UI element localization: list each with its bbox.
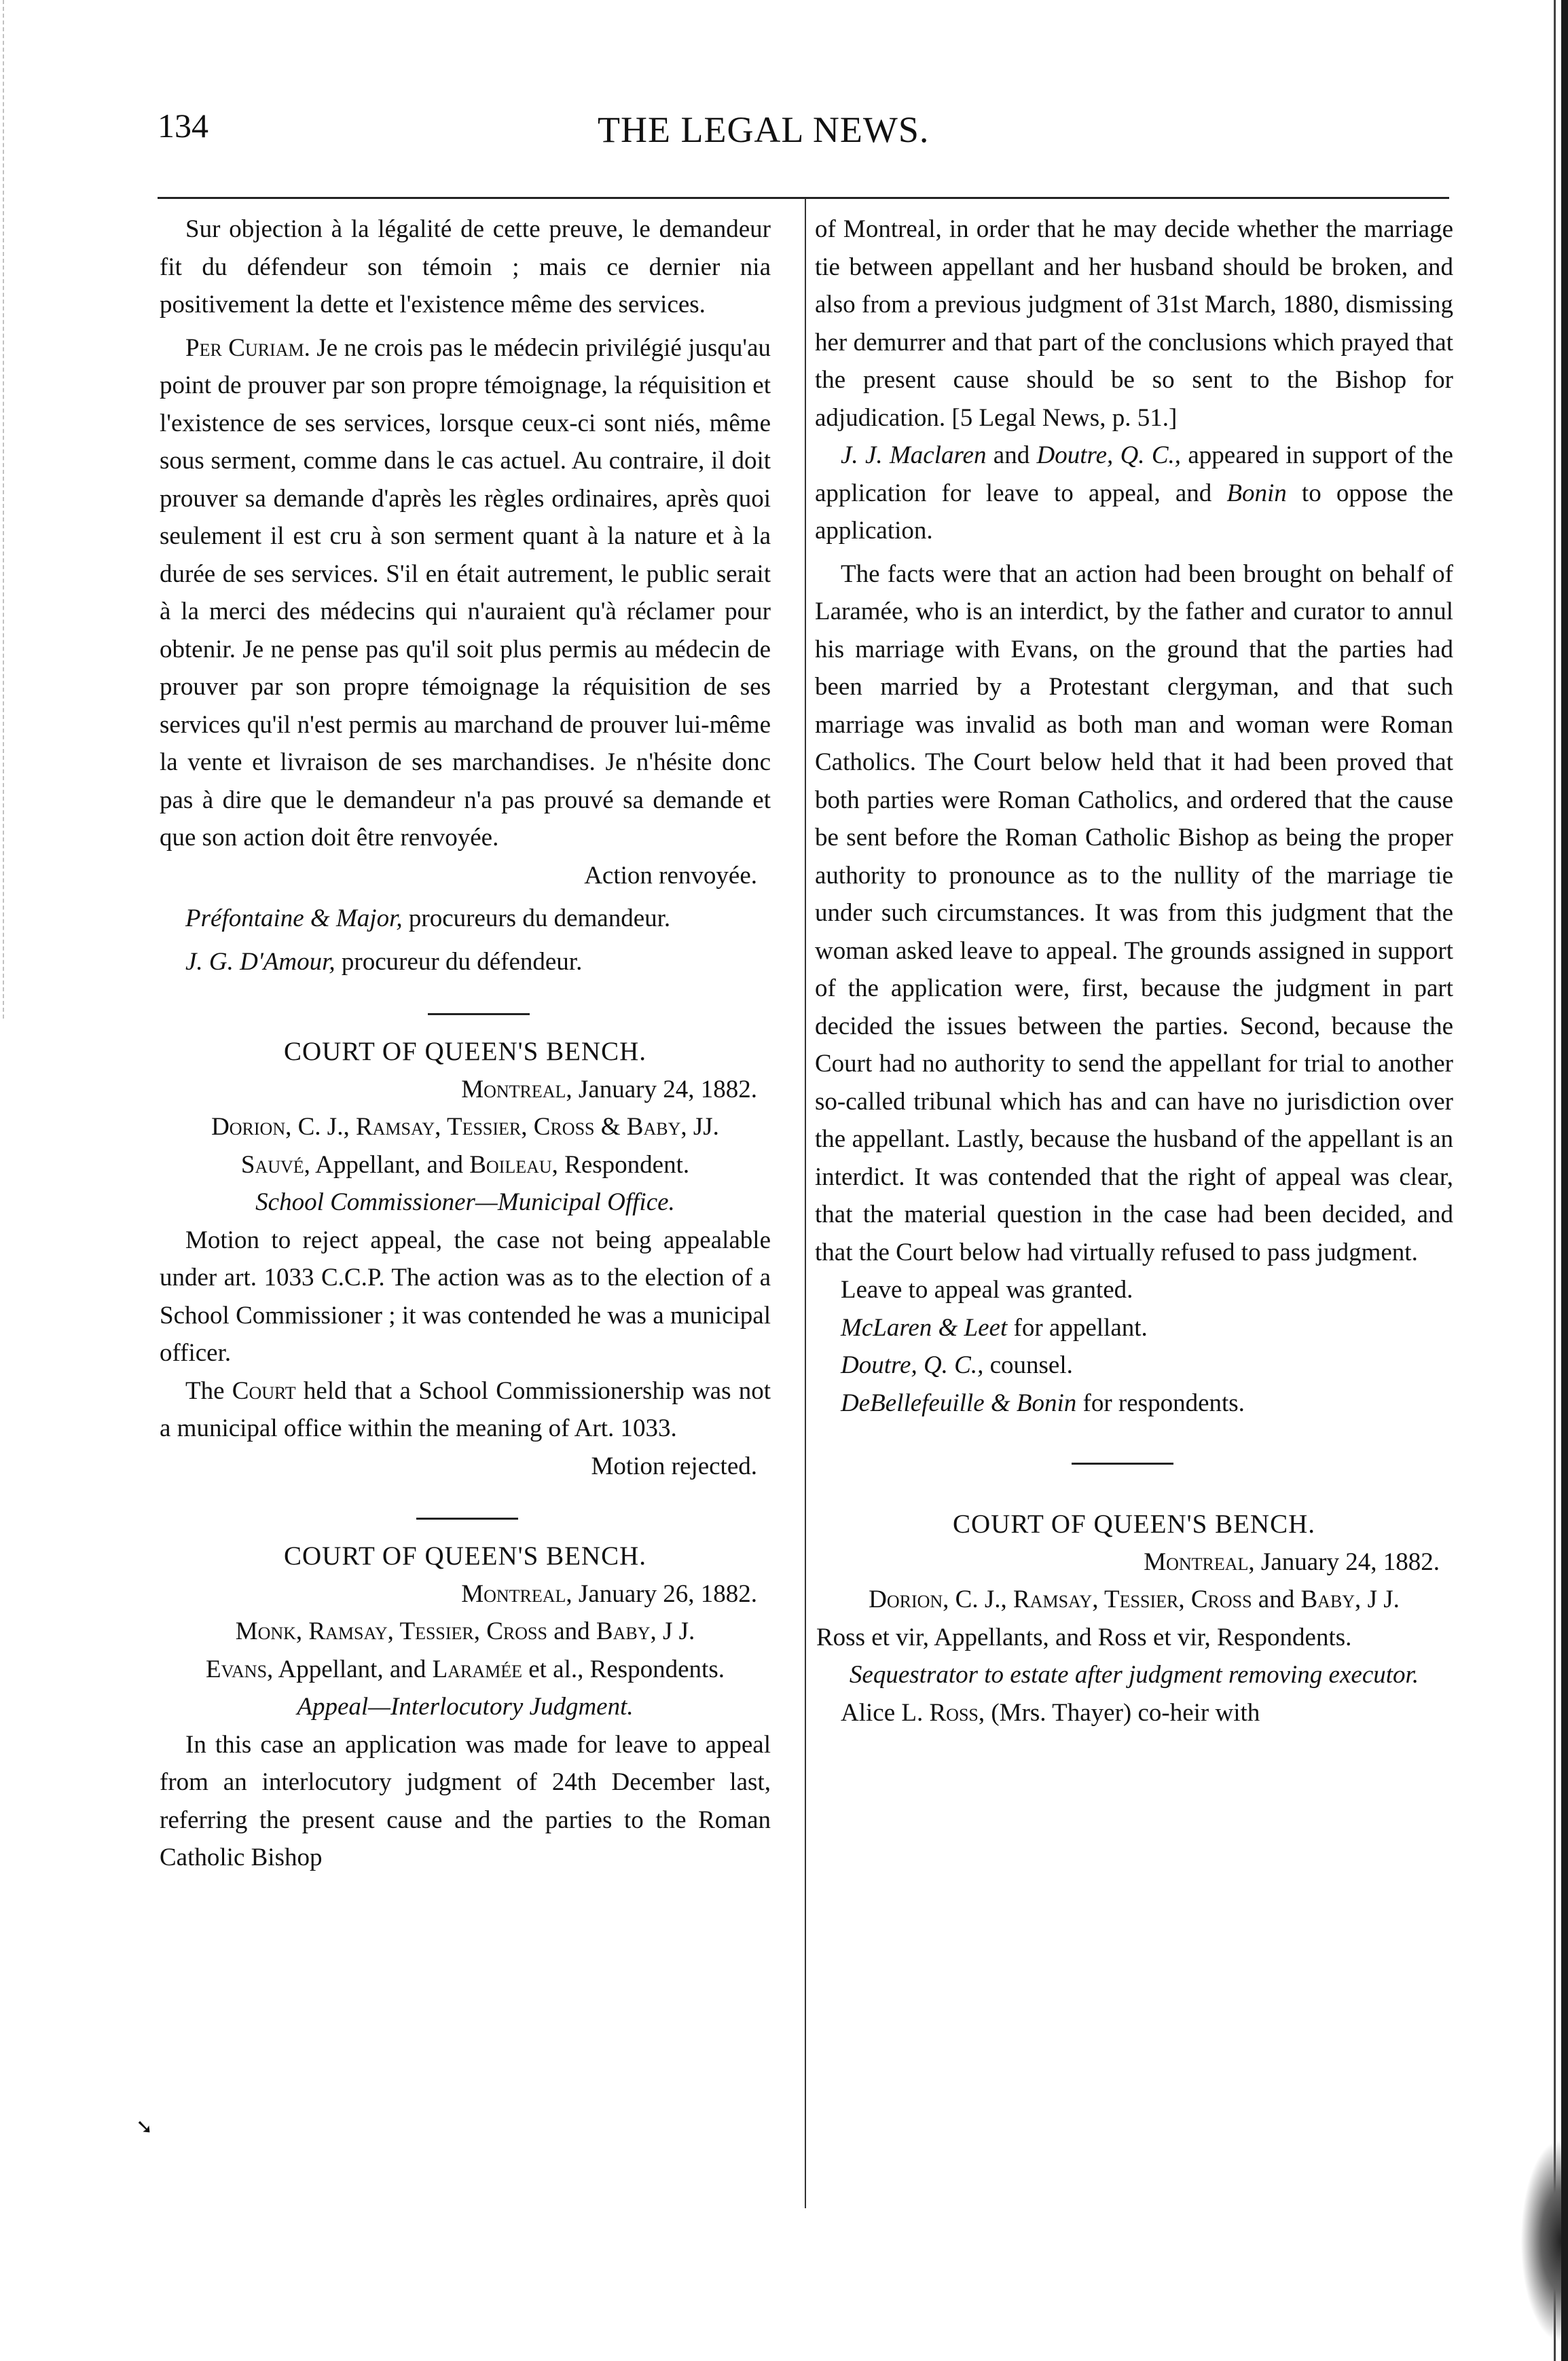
date: January 24, 1882.: [1254, 1548, 1440, 1576]
left-column: [160, 211, 771, 1877]
header-rule: [158, 197, 1449, 199]
paragraph-text: The: [185, 1376, 232, 1405]
judges: Ramsay, Tessier, Cross: [1013, 1586, 1252, 1613]
counsel-text: for respondents.: [1076, 1389, 1245, 1417]
section-rule: [416, 1518, 518, 1520]
parties-line: Ross et vir, Appellants, and Ross et vir, Respondents.: [816, 1623, 1352, 1651]
case-subject: School Commissioner—Municipal Office.: [255, 1188, 675, 1216]
judges-line: [815, 1581, 1453, 1619]
parties-sep: et al., Respondents.: [522, 1655, 725, 1683]
scan-blot: [1520, 2139, 1561, 2343]
counsel-text: for appellant.: [1007, 1313, 1148, 1342]
parties-sep: Appellant, and: [273, 1655, 433, 1683]
paragraph-text: (Mrs. Thayer) co-heir with: [985, 1698, 1260, 1727]
counsel-name: McLaren & Leet: [841, 1313, 1008, 1342]
right-column: [815, 211, 1453, 1732]
party: Evans,: [206, 1655, 274, 1683]
counsel-line: [160, 900, 771, 938]
judges-sep: J J.: [1361, 1586, 1400, 1613]
court-word: Court: [232, 1376, 296, 1405]
leave-granted: Leave to appeal was granted.: [841, 1276, 1133, 1304]
paragraph-text: held that a School Commissionership was not a municipal office within the meaning of Art. 1033.: [160, 1376, 771, 1442]
parties-sep: Respondent.: [558, 1150, 690, 1179]
paragraph: [160, 1372, 771, 1448]
case-subject: Appeal—Interlocutory Judgment.: [297, 1693, 634, 1721]
counsel-line: [815, 1309, 1453, 1347]
judge: Baby,: [626, 1113, 687, 1141]
party: Sauvé,: [240, 1150, 310, 1179]
case-dateline: [160, 1071, 771, 1109]
page-number: 134: [158, 107, 208, 145]
counsel-text: procureur du défendeur.: [335, 947, 583, 976]
judges-sep: C. J.,: [291, 1113, 356, 1141]
paragraph-text: Je ne crois pas le médecin privilégié jusqu'au point de prouver par son propre témoignage, la réquisition et l'existence de ses services, lorsque ceux-ci sont niés, même sous serment, comme dans le cas actuel. Au contraire, il doit prouver sa demande d'après les règles ordinaires, après quoi seulement il est cru à son serment quant à la nature et à la durée de ses services. S'il en était autrement, le public serait à la merci des médecins qui n'auraient qu'à réclamer pour obtenir. Je ne pense pas qu'il soit plus permis au médecin de prouver par son propre témoignage la réquisition de ses services qu'il n'est permis au marchand de prouver lui-même la vente et livraison de ses marchandises. Je n'hésite donc pas à dire que le demandeur n'a pas prouvé sa demande et que son action doit être renvoyée.: [160, 333, 771, 852]
counsel-line: [815, 1347, 1453, 1385]
action-result: Action renvoyée.: [584, 861, 757, 890]
per-curiam-label: Per Curiam.: [185, 333, 310, 362]
scan-border-line: [1554, 0, 1556, 2361]
counsel-text: counsel.: [983, 1351, 1073, 1379]
paragraph: Sur objection à la légalité de cette preuve, le demandeur fit du défendeur son témoin ; mais ce dernier nia positivement la dette et l'existence même des services.: [160, 215, 771, 318]
paragraph-text: to oppose the application.: [815, 479, 1453, 545]
counsel-name: Doutre, Q. C.,: [1036, 441, 1182, 469]
paragraph: [815, 437, 1453, 550]
paragraph: of Montreal, in order that he may decide whether the marriage tie between appellant and her husband should be broken, and also from a previous judgment of 31st March, 1880, dismissing her demurrer and that part of the conclusions which prayed that the present cause should be so sent to the Bishop for adjudication. [5 Legal News, p. 51.]: [815, 215, 1453, 432]
section-rule: [428, 1013, 530, 1015]
party: Laramée: [432, 1655, 522, 1683]
paragraph-text: Alice L.: [841, 1698, 930, 1727]
counsel-name: J. J. Maclaren: [841, 441, 987, 469]
motion-result: Motion rejected.: [591, 1452, 757, 1480]
court-heading: COURT OF QUEEN'S BENCH.: [283, 1037, 647, 1066]
judges: Ramsay, Tessier, Cross: [355, 1113, 595, 1141]
judge: Baby,: [596, 1617, 657, 1645]
judges: Monk, Ramsay, Tessier, Cross: [235, 1617, 547, 1645]
date: January 24, 1882.: [572, 1075, 757, 1103]
judges-sep: C. J.,: [949, 1586, 1013, 1613]
paragraph-text: and: [986, 441, 1037, 469]
court-heading: COURT OF QUEEN'S BENCH.: [283, 1541, 647, 1571]
judges-sep: J J.: [656, 1617, 695, 1645]
case-dateline: [815, 1543, 1453, 1581]
court-heading: COURT OF QUEEN'S BENCH.: [952, 1509, 1316, 1539]
party: Ross,: [929, 1698, 985, 1727]
place: Montreal,: [461, 1075, 572, 1103]
judges-line: [160, 1613, 771, 1651]
place: Montreal,: [461, 1579, 572, 1608]
judges-line: [160, 1108, 771, 1146]
parties-sep: Appellant, and: [310, 1150, 470, 1179]
paragraph: [160, 329, 771, 857]
running-head: THE LEGAL NEWS.: [598, 109, 930, 150]
paragraph: In this case an application was made for leave to appeal from an interlocutory judgment of 24th December last, referring the present cause and the parties to the Roman Catholic Bishop: [160, 1730, 771, 1871]
judges-sep: &: [594, 1113, 627, 1141]
paragraph: [815, 1694, 1453, 1732]
margin-mark: ➘: [136, 2116, 153, 2138]
parties-line: [160, 1651, 771, 1689]
judges-sep: JJ.: [687, 1113, 719, 1141]
place: Montreal,: [1144, 1548, 1255, 1576]
judge: Dorion,: [211, 1113, 292, 1141]
party: Boileau,: [469, 1150, 558, 1179]
counsel-name: Préfontaine & Major,: [185, 904, 403, 932]
section-rule: [1072, 1463, 1173, 1465]
paragraph-text: appeared in support of the application for leave to appeal, and: [815, 441, 1453, 507]
parties-line: [160, 1146, 771, 1184]
paragraph: The facts were that an action had been brought on behalf of Laramée, who is an interdict, by the father and curator to annul his marriage with Evans, on the ground that the parties had been married by a Protestant clergyman, and that such marriage was invalid as both man and woman were Roman Catholics. The Court below held that it had been proved that both parties were Roman Catholics, and ordered that the cause be sent before the Roman Catholic Bishop as being the proper authority to pronounce as to the nullity of the marriage tie under such circumstances. It was from this judgment that the woman asked leave to appeal. The grounds assigned in support of the application were, first, because the judgment in part decided the issues between the parties. Second, because the Court had no authority to send the appellant for trial to another so-called tribunal which has and can have no jurisdiction over the appellant. Lastly, because the husband of the appellant is an interdict. It was contended that the right of appeal was clear, that the material question in the case had been decided, and that the Court below had virtually refused to pass judgment.: [815, 560, 1453, 1266]
counsel-name: Doutre, Q. C.,: [841, 1351, 984, 1379]
counsel-line: [815, 1385, 1453, 1423]
column-divider: [805, 198, 806, 2208]
counsel-name: DeBellefeuille & Bonin: [841, 1389, 1077, 1417]
scan-edge: [3, 0, 8, 1019]
scan-border: [1561, 0, 1568, 2361]
case-dateline: [160, 1575, 771, 1613]
judges-sep: and: [1252, 1586, 1301, 1613]
date: January 26, 1882.: [572, 1579, 757, 1608]
judges-sep: and: [547, 1617, 596, 1645]
paragraph: Motion to reject appeal, the case not being appealable under art. 1033 C.C.P. The action was as to the election of a School Commissioner ; it was contended he was a municipal officer.: [160, 1226, 771, 1367]
counsel-name: J. G. D'Amour,: [185, 947, 335, 976]
case-subject: Sequestrator to estate after judgment removing executor.: [849, 1661, 1419, 1689]
counsel-line: [160, 943, 771, 981]
judge: Dorion,: [869, 1586, 949, 1613]
judge: Baby,: [1300, 1586, 1362, 1613]
counsel-name: Bonin: [1226, 479, 1287, 507]
counsel-text: procureurs du demandeur.: [402, 904, 671, 932]
